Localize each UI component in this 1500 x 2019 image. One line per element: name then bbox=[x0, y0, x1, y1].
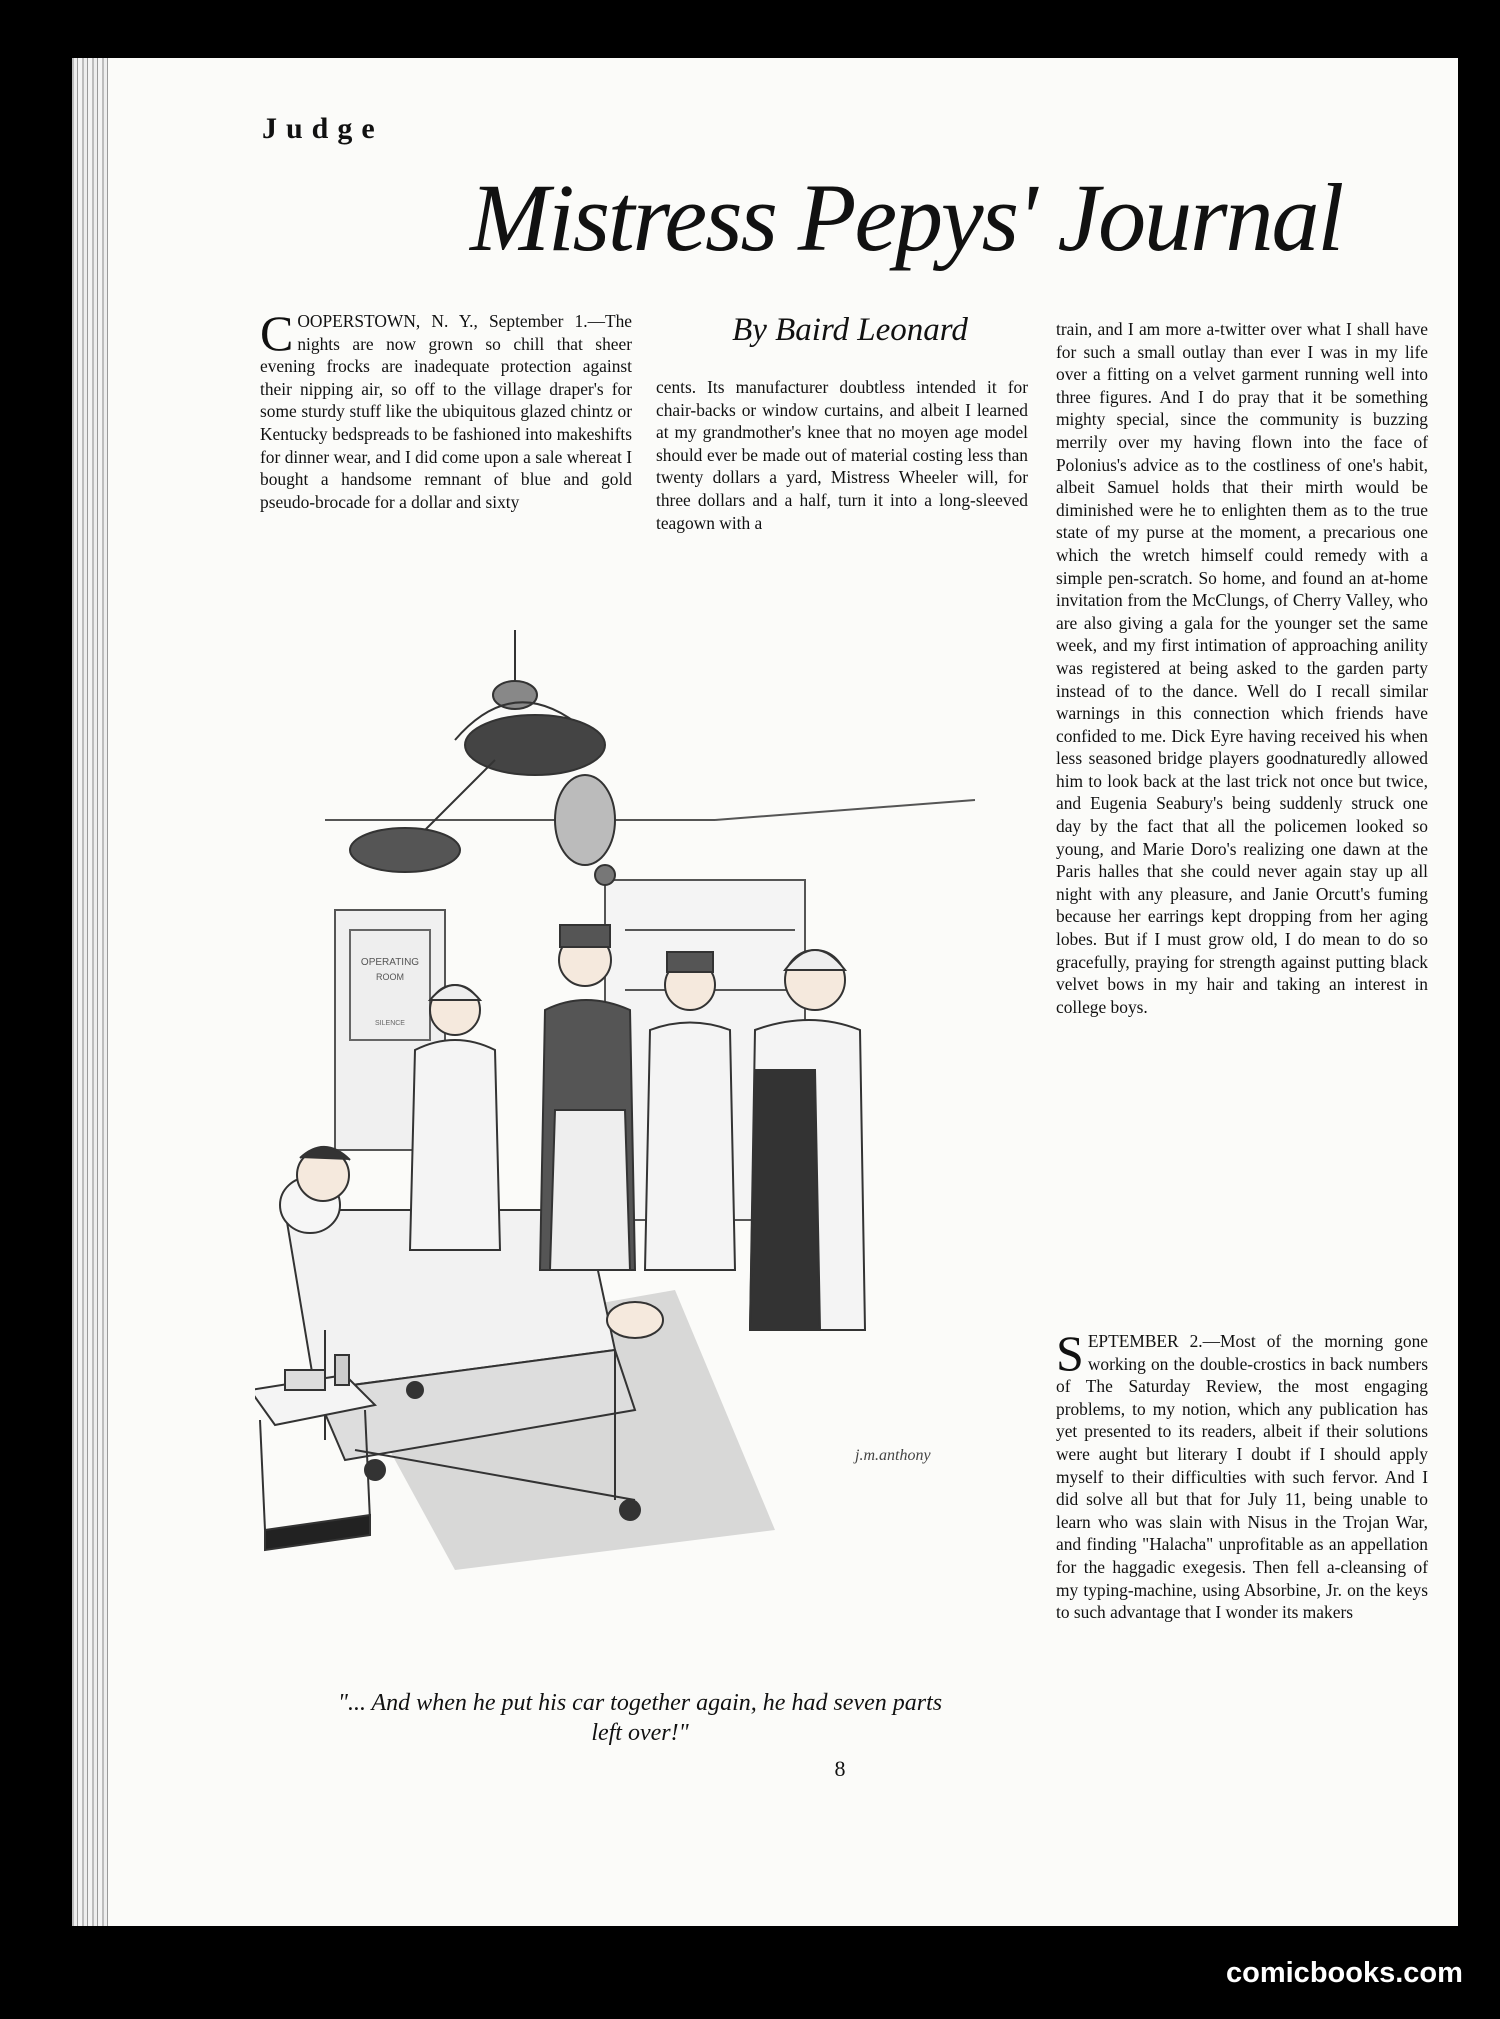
magazine-name: Judge bbox=[262, 112, 384, 145]
column-2 bbox=[656, 376, 1028, 534]
column-1 bbox=[260, 305, 632, 513]
surgical-lamp bbox=[350, 630, 615, 885]
drop-cap: C bbox=[260, 305, 294, 361]
column-2-text: cents. Its manufacturer doubtless intended it for chair-backs or window curtains, and albeit I learned at my grandmother's knee that no moyen age model should ever be made out of material costing less than twenty dollars a yard, Mistress Wheeler will, for three dollars and a half, turn it into a long-sleeved teagown with a bbox=[656, 377, 1028, 533]
section-2-text: EPTEMBER 2.—Most of the morning gone working on the double-crostics in back numbers of The Saturday Review, the most engaging problems, to my notion, which any publication has yet presented to its readers, albeit if their solutions were aught but literary I doubt if I should apply myself to their difficulties with such fervor. And I did solve all but that for July 11, being unable to learn who was slain with Nisus in the Trojan War, and finding "Halacha" unprofitable as an appellation for the haggadic exegesis. Then fell a-cleansing of my typing-machine, using Absorbine, Jr. on the keys to such advantage that I wonder its makers bbox=[1056, 1331, 1428, 1623]
page-number: 8 bbox=[834, 1756, 846, 1781]
cartoon-caption: "... And when he put his car together again, he had seven parts left over!" bbox=[337, 1690, 943, 1746]
article-byline: By Baird Leonard bbox=[732, 312, 968, 348]
column-3-text: train, and I am more a-twitter over what I shall have for such a small outlay than ever I was in my life over a fitting on a velvet garment running well into three figures. And I do pray that it be something mighty special, since the community is buzzing merrily over my having flown into the face of Polonius's advice as to the costliness of one's habit, albeit Samuel holds that their mirth would be diminished were he to enlighten them as to the true state of my purse at the moment, a precarious one which the wretch himself could remedy with a simple pen-scratch. So home, and found an at-home invitation from the McClungs, of Cherry Valley, who are also giving a gala for the younger set the same week, and my first intimation of approaching anility was registered at being asked to the garden party instead of to the dance. Well do I recall similar warnings in this connection which friends have confided to me. Dick Eyre having received his when less seasoned bridge players goodnaturedly allowed him to look back at the last trick not once but twice, and Eugenia Seabury's being suddenly struck one day by the fact that all the policemen looked so young, and Marie Doro's realizing one dawn at the Paris halles that she could never again stay up all night with any pleasure, and Janie Orcutt's fuming because her earrings kept dropping from her aging lobes. But if I must grow old, I do mean to do so gracefully, praying for strength against putting black velvet bows in my hair and taking an interest in college boys. bbox=[1056, 319, 1428, 1017]
section-september-2 bbox=[1056, 1325, 1428, 1624]
column-1-text: OOPERSTOWN, N. Y., September 1.—The nights are now grown so chill that sheer evening frocks are inadequate protection against their nipping air, so off to the village draper's for some sturdy stuff like the ubiquitous glazed chintz or Kentucky bedspreads to be fashioned into makeshifts for dinner wear, and I did come upon a sale whereat I bought a handsome remnant of blue and gold pseudo-brocade for a dollar and sixty bbox=[260, 311, 632, 512]
drop-cap-s: S bbox=[1056, 1325, 1084, 1381]
article-title: Mistress Pepys' Journal bbox=[470, 164, 1343, 271]
sign-line-3: SILENCE bbox=[375, 1020, 405, 1027]
sign-line-1: OPERATING bbox=[360, 957, 420, 968]
column-3 bbox=[1056, 318, 1428, 1018]
artist-signature: j.m.anthony bbox=[855, 1447, 931, 1464]
cartoon-illustration bbox=[255, 630, 995, 1660]
watermark: comicbooks.com bbox=[1226, 1957, 1463, 1989]
operating-room-sign bbox=[350, 930, 430, 1040]
sign-line-2: ROOM bbox=[376, 972, 404, 982]
